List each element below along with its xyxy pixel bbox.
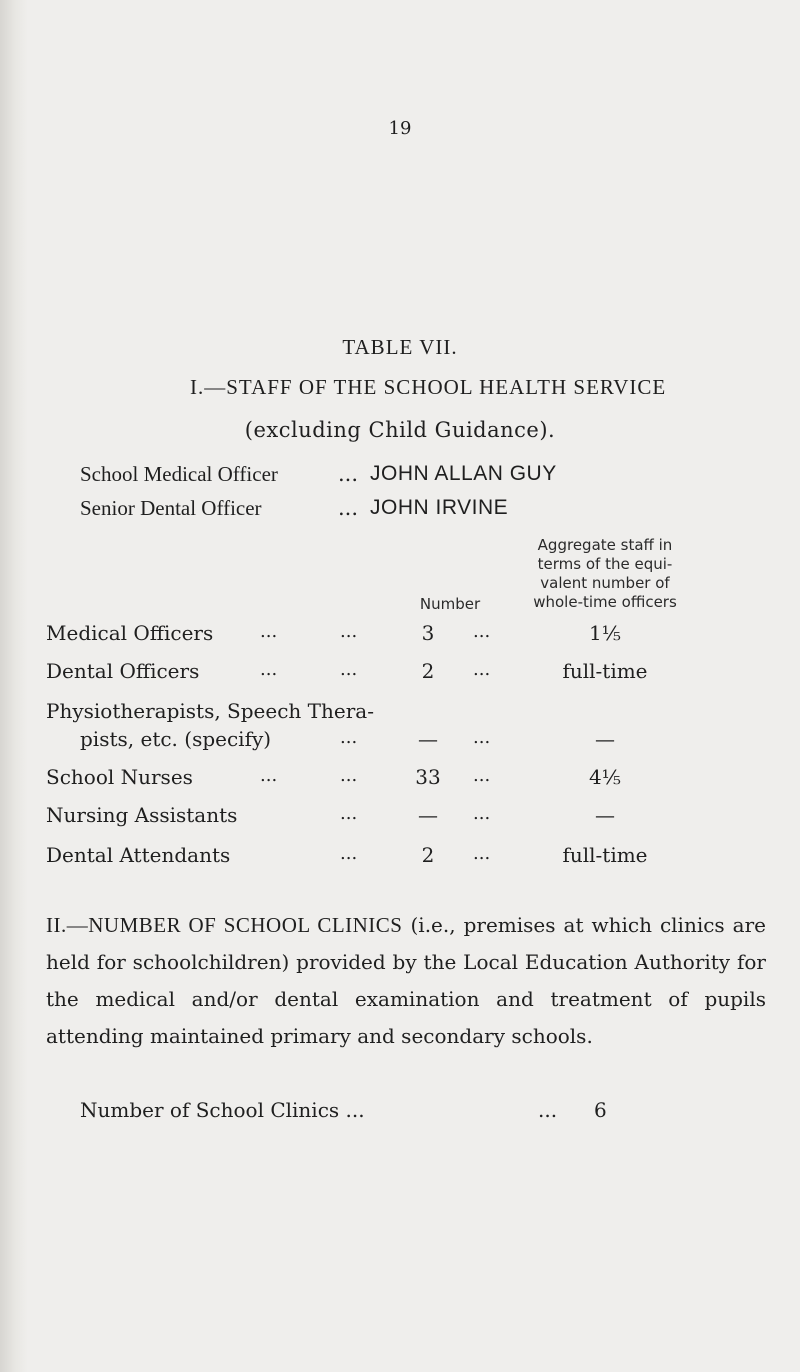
- leader-dots: ...: [473, 765, 491, 786]
- staff-row-number: 2: [421, 843, 435, 867]
- staff-row-aggregate: full-time: [562, 843, 648, 867]
- leader-dots: ...: [260, 765, 278, 786]
- section-2-heading: II.—NUMBER OF SCHOOL CLINICS: [46, 913, 403, 937]
- staff-row-aggregate: 4⅕: [588, 765, 622, 789]
- leader-dots: ...: [340, 621, 358, 642]
- staff-row-number: 3: [421, 621, 435, 645]
- leader-dots: ...: [473, 803, 491, 824]
- staff-row-number: 2: [421, 659, 435, 683]
- section-1-subtitle: (excluding Child Guidance).: [244, 418, 556, 442]
- leader-dots: ...: [473, 727, 491, 748]
- section-2-paragraph: [46, 907, 766, 1055]
- leader-dots: ...: [338, 462, 359, 486]
- leader-dots: ...: [473, 621, 491, 642]
- staff-row-label: pists, etc. (specify): [80, 727, 272, 751]
- staff-row-number: 33: [415, 765, 441, 789]
- staff-row-label-line1: Physiotherapists, Speech Thera-: [46, 699, 374, 723]
- page-number: 19: [388, 118, 412, 139]
- leader-dots: ...: [340, 803, 358, 824]
- staff-row-label: Nursing Assistants: [46, 803, 238, 827]
- leader-dots: ...: [473, 843, 491, 864]
- table-title: TABLE VII.: [342, 335, 458, 359]
- staff-row-aggregate: —: [595, 727, 615, 751]
- leader-dots: ...: [260, 621, 278, 642]
- staff-row-aggregate: full-time: [562, 659, 648, 683]
- aggregate-header-line: whole-time officers: [533, 593, 677, 611]
- clinics-count-label: Number of School Clinics ...: [80, 1098, 365, 1122]
- aggregate-header-line: Aggregate staff in: [537, 536, 673, 554]
- leader-dots: ...: [473, 659, 491, 680]
- staff-row-label: Medical Officers: [46, 621, 214, 645]
- staff-row-aggregate: —: [595, 803, 615, 827]
- school-medical-officer-name: JOHN ALLAN GUY: [370, 462, 557, 485]
- section-1-heading: I.—STAFF OF THE SCHOOL HEALTH SERVICE: [190, 375, 667, 399]
- staff-row-label: School Nurses: [46, 765, 193, 789]
- leader-dots: ...: [260, 659, 278, 680]
- senior-dental-officer-name: JOHN IRVINE: [370, 496, 509, 519]
- aggregate-header-line: valent number of: [540, 574, 670, 592]
- page-binding-edge: [0, 0, 28, 1372]
- section-2-text: (i.e., premises at which clinics are held for schoolchildren) provided by the Local Education Authority for the medical and/or dental examination and treatment of pupils attending maintained primary and secondary schools.: [46, 913, 766, 1048]
- school-medical-officer-label: School Medical Officer: [80, 462, 278, 486]
- leader-dots: ...: [538, 1098, 558, 1122]
- leader-dots: ...: [340, 727, 358, 748]
- staff-row-aggregate: 1⅕: [588, 621, 622, 645]
- staff-row-label: Dental Attendants: [46, 843, 231, 867]
- leader-dots: ...: [340, 659, 358, 680]
- staff-row-number: —: [418, 803, 438, 827]
- senior-dental-officer-label: Senior Dental Officer: [80, 496, 262, 520]
- staff-row-number: —: [418, 727, 438, 751]
- number-column-header: Number: [419, 595, 481, 613]
- leader-dots: ...: [340, 843, 358, 864]
- staff-row-label: Dental Officers: [46, 659, 200, 683]
- aggregate-header-line: terms of the equi-: [537, 555, 673, 573]
- leader-dots: ...: [340, 765, 358, 786]
- leader-dots: ...: [338, 496, 359, 520]
- aggregate-column-header: [505, 536, 705, 612]
- clinics-count-value: 6: [594, 1098, 607, 1122]
